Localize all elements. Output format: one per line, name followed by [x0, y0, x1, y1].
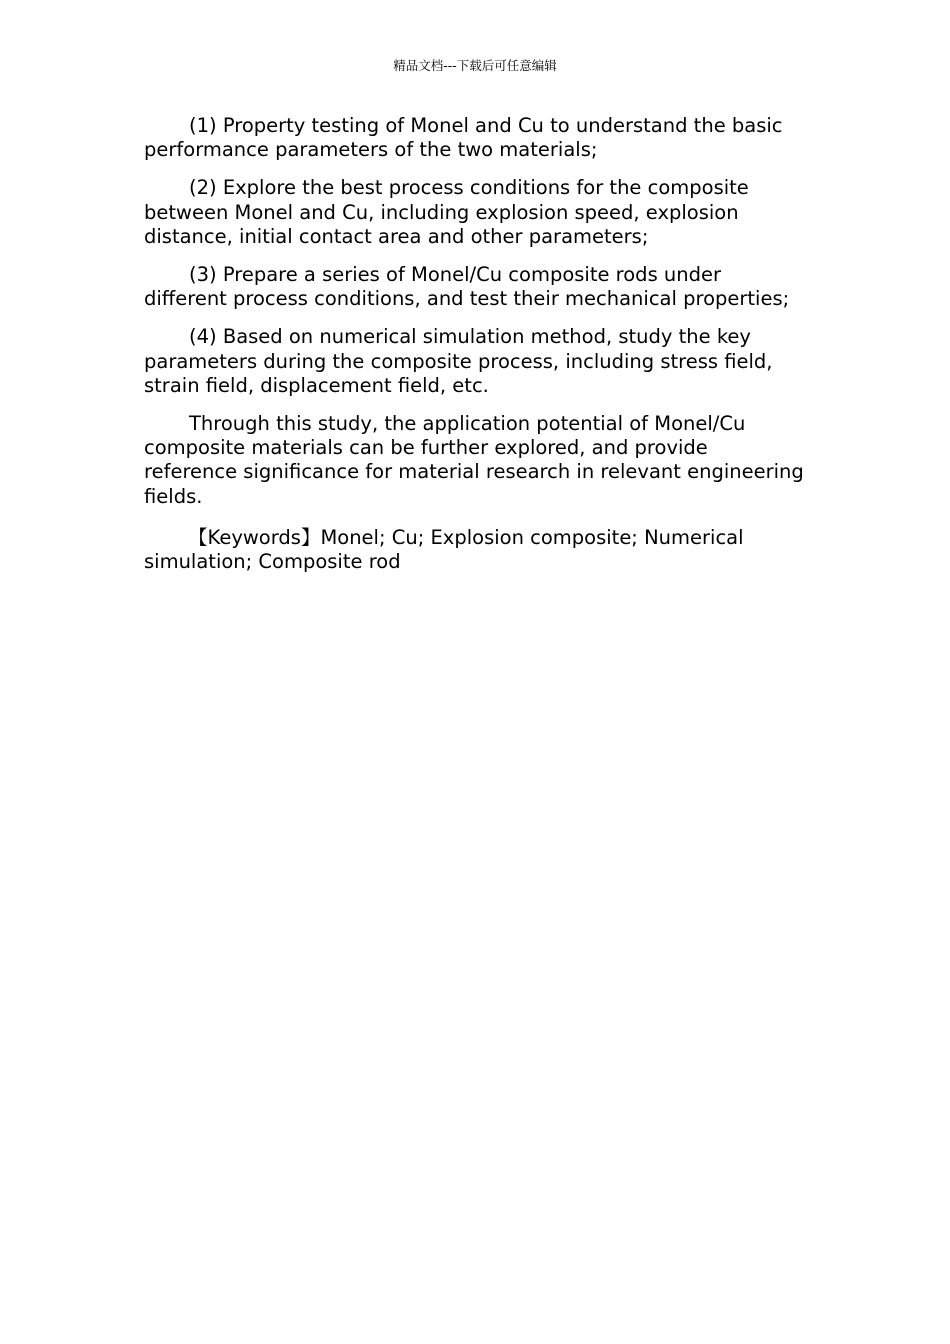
paragraph-objective-3: (3) Prepare a series of Monel/Cu composite rods under different process conditions, and test their mechanical properties;	[144, 263, 790, 311]
document-body	[144, 114, 804, 588]
paragraph-objective-4: (4) Based on numerical simulation method, study the key parameters during the composite process, including stress field, strain field, displacement field, etc.	[144, 325, 773, 397]
paragraph-summary: Through this study, the application potential of Monel/Cu composite materials can be further explored, and provide reference significance for material research in relevant engineering fields.	[144, 412, 804, 508]
paragraph-objective-2: (2) Explore the best process conditions for the composite between Monel and Cu, including explosion speed, explosion distance, initial contact area and other parameters;	[144, 176, 749, 248]
page-header: 精品文档---下载后可任意编辑	[393, 58, 557, 73]
paragraph-objective-1: (1) Property testing of Monel and Cu to understand the basic performance parameters of the two materials;	[144, 114, 783, 162]
keywords-line: 【Keywords】Monel; Cu; Explosion composite; Numerical simulation; Composite rod	[144, 525, 744, 574]
